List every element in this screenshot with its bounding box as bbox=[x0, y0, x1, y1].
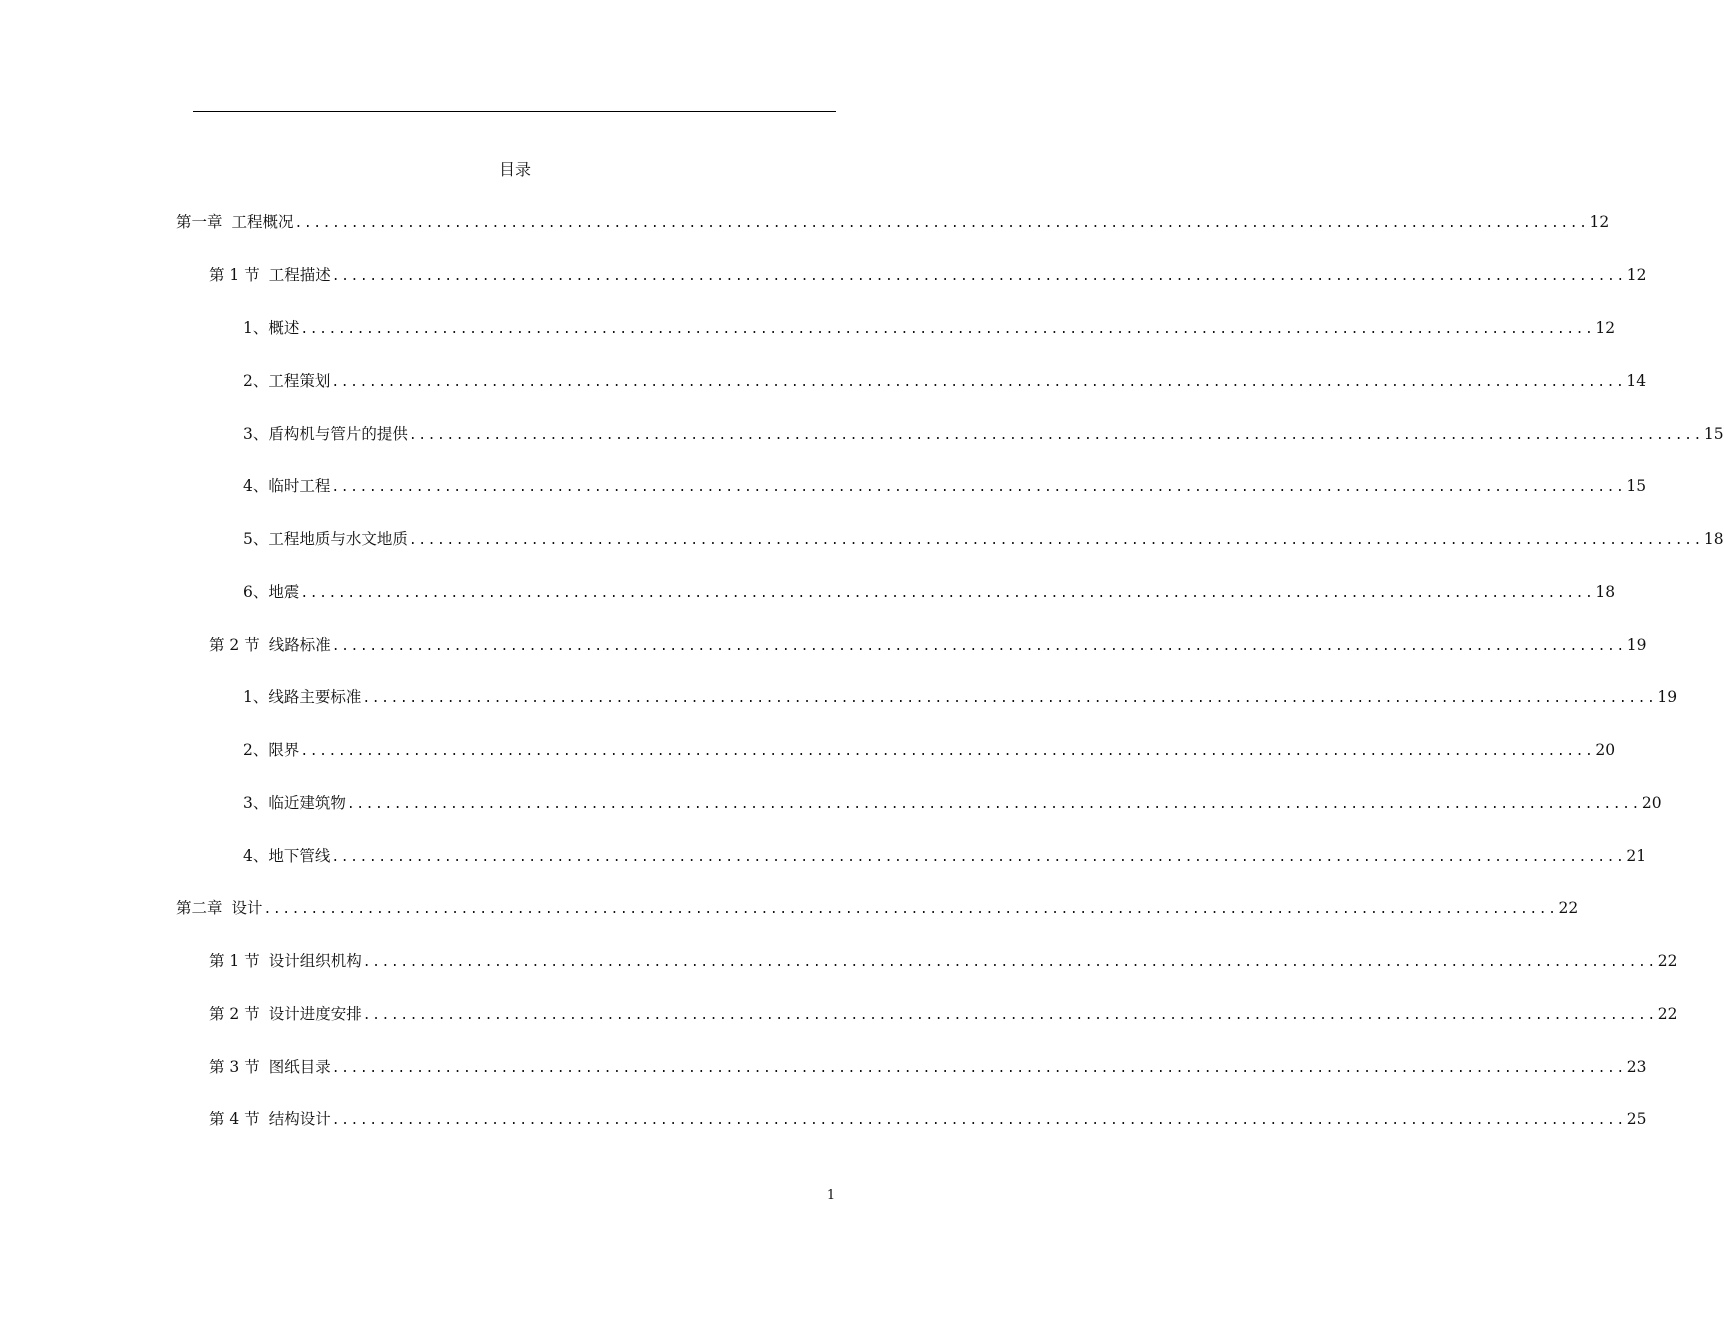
toc-page-number: 23 bbox=[1626, 1058, 1647, 1076]
toc-page-number: 15 bbox=[1626, 477, 1647, 495]
toc-entry-item[interactable] bbox=[243, 316, 1616, 340]
toc-dot-leader: .......................................................................................................................................... bbox=[408, 533, 1703, 548]
toc-entry-number: 3、 bbox=[243, 794, 269, 812]
toc-page-number: 15 bbox=[1703, 425, 1724, 443]
toc-page-number: 18 bbox=[1703, 530, 1724, 548]
toc-dot-leader: .......................................................................................................................................... bbox=[331, 1113, 1626, 1128]
toc-page-number: 19 bbox=[1657, 688, 1678, 706]
toc-page-number: 20 bbox=[1641, 794, 1662, 812]
toc-entry-title: 地震 bbox=[268, 583, 300, 601]
toc-entry-title: 概述 bbox=[268, 319, 300, 337]
toc-page-number: 21 bbox=[1626, 847, 1647, 865]
toc-dot-leader: .......................................................................................................................................... bbox=[331, 1061, 1626, 1076]
toc-dot-leader: .......................................................................................................................................... bbox=[263, 902, 1558, 917]
toc-dot-leader: .......................................................................................................................................... bbox=[408, 428, 1703, 443]
toc-entry-item[interactable] bbox=[243, 685, 1678, 709]
toc-entry-number: 第 3 节 bbox=[209, 1058, 260, 1076]
toc-entry-number: 第 1 节 bbox=[209, 266, 260, 284]
toc-entry-number: 5、 bbox=[243, 530, 269, 548]
toc-entry-number: 第 1 节 bbox=[209, 952, 260, 970]
toc-entry-number: 2、 bbox=[243, 741, 269, 759]
footer-page-number: 1 bbox=[826, 1188, 836, 1203]
toc-entry-number: 6、 bbox=[243, 583, 269, 601]
toc-entry-number: 第二章 bbox=[176, 899, 223, 917]
toc-entry-title: 结构设计 bbox=[268, 1110, 331, 1128]
toc-dot-leader: .......................................................................................................................................... bbox=[331, 639, 1626, 654]
toc-page-number: 20 bbox=[1595, 741, 1616, 759]
toc-dot-leader: .......................................................................................................................................... bbox=[362, 1008, 1657, 1023]
toc-page-number: 12 bbox=[1589, 213, 1610, 231]
toc-entry-title: 临近建筑物 bbox=[268, 794, 346, 812]
toc-entry-number: 3、 bbox=[243, 425, 269, 443]
toc-entry-number: 1、 bbox=[243, 319, 269, 337]
toc-entry-title: 线路主要标准 bbox=[268, 688, 362, 706]
toc-entry-chapter[interactable] bbox=[176, 896, 1579, 920]
toc-dot-leader: .......................................................................................................................................... bbox=[346, 797, 1641, 812]
toc-entry-section[interactable] bbox=[209, 1055, 1647, 1079]
toc-entry-title: 设计组织机构 bbox=[268, 952, 362, 970]
toc-entry-number: 第 4 节 bbox=[209, 1110, 260, 1128]
toc-entry-section[interactable] bbox=[209, 263, 1647, 287]
toc-entry-item[interactable] bbox=[243, 422, 1724, 446]
toc-title: 目录 bbox=[498, 160, 531, 179]
toc-entry-title: 工程描述 bbox=[268, 266, 331, 284]
toc-entry-title: 工程地质与水文地质 bbox=[268, 530, 408, 548]
toc-dot-leader: .......................................................................................................................................... bbox=[300, 586, 1595, 601]
toc-page-number: 22 bbox=[1657, 1005, 1678, 1023]
toc-dot-leader: .......................................................................................................................................... bbox=[294, 216, 1589, 231]
toc-dot-leader: .......................................................................................................................................... bbox=[362, 691, 1657, 706]
toc-entry-title: 限界 bbox=[268, 741, 300, 759]
toc-entry-item[interactable] bbox=[243, 844, 1647, 868]
toc-dot-leader: .......................................................................................................................................... bbox=[331, 480, 1626, 495]
toc-entry-title: 地下管线 bbox=[268, 847, 331, 865]
toc-page-number: 22 bbox=[1558, 899, 1579, 917]
toc-entry-title: 图纸目录 bbox=[268, 1058, 331, 1076]
toc-entry-chapter[interactable] bbox=[176, 210, 1610, 234]
toc-entry-item[interactable] bbox=[243, 791, 1662, 815]
toc-entry-title: 设计 bbox=[231, 899, 263, 917]
toc-entry-title: 工程策划 bbox=[268, 372, 331, 390]
toc-dot-leader: .......................................................................................................................................... bbox=[331, 269, 1626, 284]
toc-dot-leader: .......................................................................................................................................... bbox=[362, 955, 1657, 970]
toc-dot-leader: .......................................................................................................................................... bbox=[300, 744, 1595, 759]
toc-entry-title: 盾构机与管片的提供 bbox=[268, 425, 408, 443]
toc-entry-number: 1、 bbox=[243, 688, 269, 706]
toc-dot-leader: .......................................................................................................................................... bbox=[300, 322, 1595, 337]
toc-entry-title: 工程概况 bbox=[231, 213, 294, 231]
toc-page-number: 22 bbox=[1657, 952, 1678, 970]
toc-entry-section[interactable] bbox=[209, 633, 1647, 657]
toc-entry-title: 线路标准 bbox=[268, 636, 331, 654]
toc-entry-number: 4、 bbox=[243, 847, 269, 865]
toc-entry-section[interactable] bbox=[209, 949, 1678, 973]
toc-entry-number: 第 2 节 bbox=[209, 1005, 260, 1023]
toc-entry-title: 设计进度安排 bbox=[268, 1005, 362, 1023]
toc-entry-number: 第一章 bbox=[176, 213, 223, 231]
toc-entry-item[interactable] bbox=[243, 580, 1616, 604]
toc-page-number: 19 bbox=[1626, 636, 1647, 654]
toc-entry-item[interactable] bbox=[243, 369, 1647, 393]
toc-page-number: 12 bbox=[1626, 266, 1647, 284]
toc-entry-item[interactable] bbox=[243, 527, 1724, 551]
toc-entry-number: 4、 bbox=[243, 477, 269, 495]
toc-dot-leader: .......................................................................................................................................... bbox=[331, 375, 1626, 390]
toc-entry-number: 2、 bbox=[243, 372, 269, 390]
toc-entry-number: 第 2 节 bbox=[209, 636, 260, 654]
toc-page-number: 12 bbox=[1595, 319, 1616, 337]
toc-page-number: 18 bbox=[1595, 583, 1616, 601]
toc-page-number: 14 bbox=[1626, 372, 1647, 390]
toc-page-number: 25 bbox=[1626, 1110, 1647, 1128]
toc-entry-section[interactable] bbox=[209, 1002, 1678, 1026]
toc-entry-section[interactable] bbox=[209, 1107, 1647, 1131]
toc-entry-item[interactable] bbox=[243, 738, 1616, 762]
toc-dot-leader: .......................................................................................................................................... bbox=[331, 850, 1626, 865]
toc-entry-item[interactable] bbox=[243, 474, 1647, 498]
toc-entry-title: 临时工程 bbox=[268, 477, 331, 495]
